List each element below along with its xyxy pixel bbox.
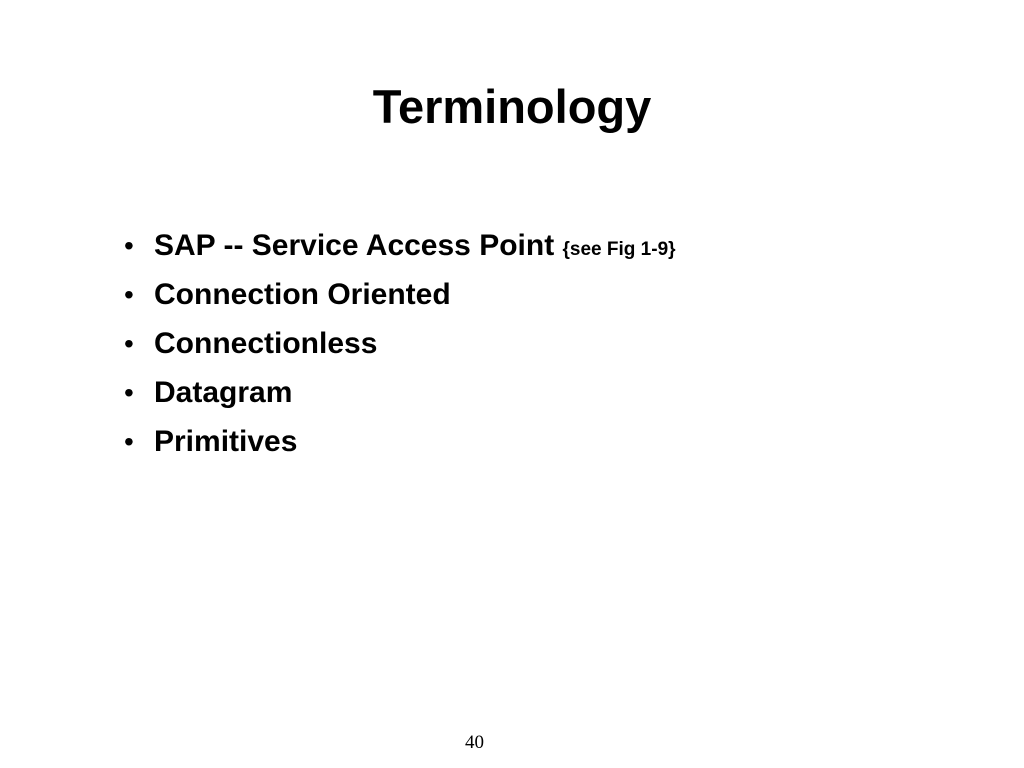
bullet-icon: •	[124, 279, 134, 310]
figure-reference: {see Fig 1-9}	[562, 239, 676, 260]
bullet-icon: •	[124, 377, 134, 408]
slide-title: Terminology	[372, 80, 652, 133]
bullet-icon: •	[124, 230, 134, 261]
bullet-label: Connection Oriented	[154, 278, 451, 311]
bullet-label: Connectionless	[154, 327, 378, 360]
bullet-label: SAP -- Service Access Point	[154, 229, 555, 262]
bullet-label: Primitives	[154, 425, 298, 458]
page-number: 40	[465, 732, 484, 753]
bullet-label: Datagram	[154, 376, 293, 409]
bullet-icon: •	[124, 328, 134, 359]
bullet-icon: •	[124, 426, 134, 457]
bullet-text	[154, 221, 676, 274]
